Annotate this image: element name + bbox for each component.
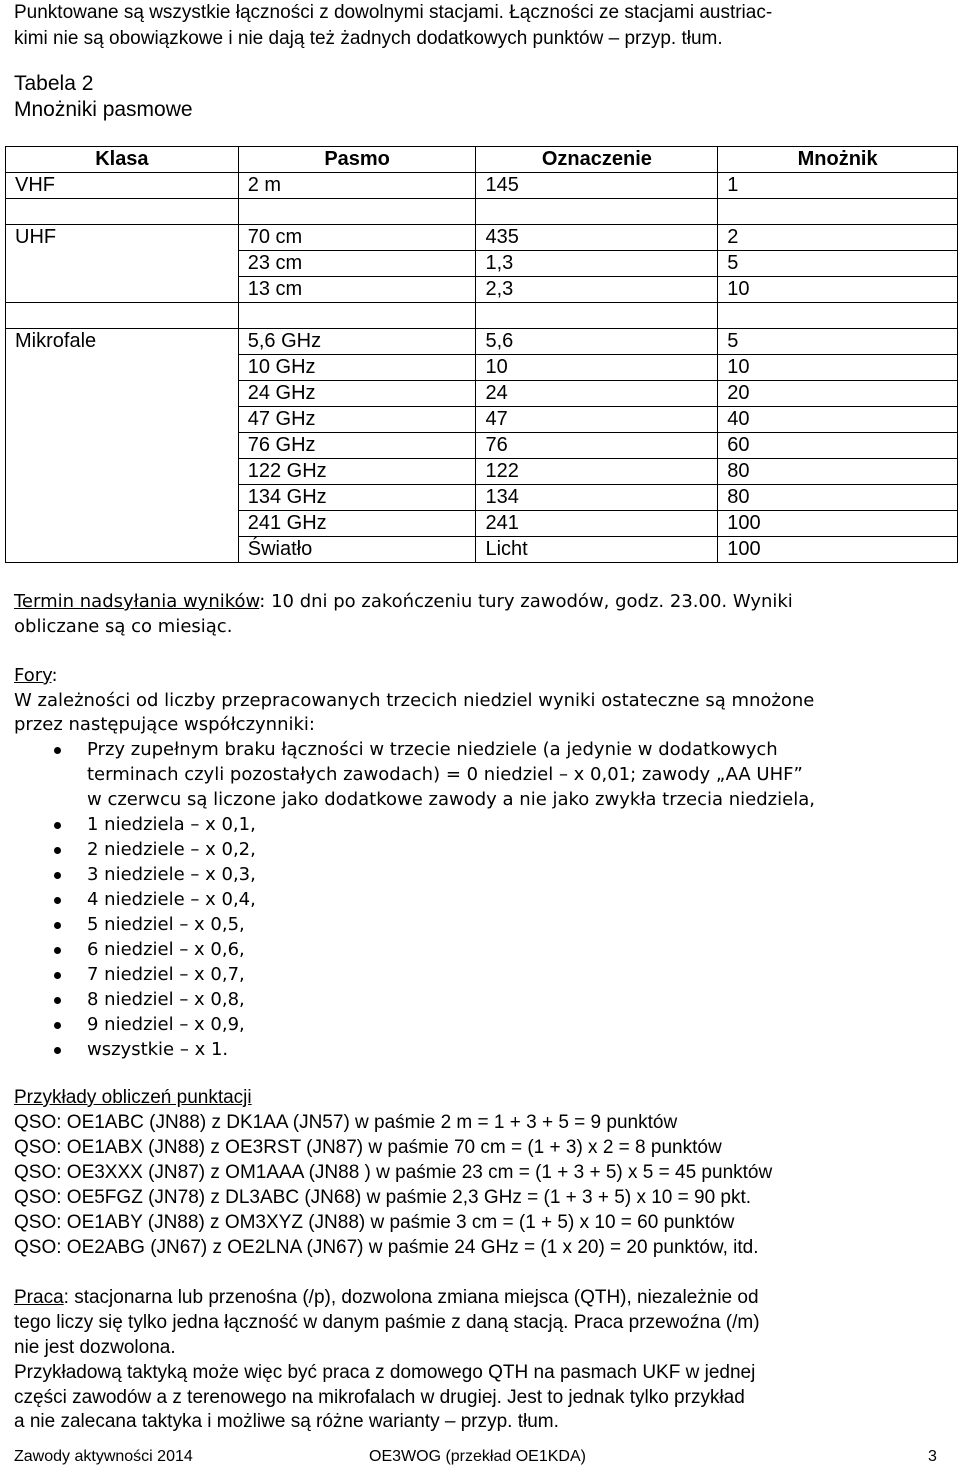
- table-cell: 10: [718, 355, 958, 381]
- table-cell: [238, 303, 476, 329]
- table-row: [6, 459, 958, 485]
- coefficient-item: [0, 987, 815, 1012]
- table-row: [6, 173, 958, 199]
- table-cell: 5: [718, 329, 958, 355]
- coefficient-item: [0, 912, 815, 937]
- table-cell: [6, 433, 239, 459]
- table-row: [6, 433, 958, 459]
- table-cell: [6, 381, 239, 407]
- fory-line-1: W zależności od liczby przepracowanych trzecich niedziel wyniki ostateczne są mnożone: [14, 690, 815, 711]
- table-cell: [718, 303, 958, 329]
- fory-line-2: przez następujące współczynniki:: [14, 714, 315, 735]
- praca-line-6: a nie zalecana taktyka i możliwe są różne warianty – przyp. tłum.: [14, 1411, 559, 1432]
- praca-line-4: Przykładową taktyką może więc być praca z domowego QTH na pasmach UKF w jednej: [14, 1362, 756, 1383]
- bullet-icon: [54, 1022, 61, 1029]
- table-cell: 20: [718, 381, 958, 407]
- column-header: Klasa: [6, 147, 239, 173]
- deadline-label: Termin nadsyłania wyników: [14, 591, 260, 612]
- table-cell: 47: [476, 407, 718, 433]
- table-row: [6, 381, 958, 407]
- deadline-line-2: obliczane są co miesiąc.: [14, 616, 233, 637]
- coefficient-text: 2 niedziele – x 0,2,: [87, 839, 256, 860]
- bullet-icon: [54, 972, 61, 979]
- table-cell: 100: [718, 537, 958, 563]
- table-cell: [6, 251, 239, 277]
- coefficient-item: [0, 962, 815, 987]
- table-row: [6, 485, 958, 511]
- table-cell: 2 m: [238, 173, 476, 199]
- coefficient-text: wszystkie – x 1.: [87, 1039, 229, 1060]
- table-cell: 5: [718, 251, 958, 277]
- table-cell: [6, 303, 239, 329]
- coefficient-text: 4 niedziele – x 0,4,: [87, 889, 256, 910]
- table-cell: 5,6 GHz: [238, 329, 476, 355]
- fory-colon: :: [51, 665, 58, 686]
- intro-line-2: kimi nie są obowiązkowe i nie dają też żadnych dodatkowych punktów – przyp. tłum.: [14, 28, 723, 49]
- qso-example-line: QSO: OE3XXX (JN87) z OM1AAA (JN88 ) w paśmie 23 cm = (1 + 3 + 5) x 5 = 45 punktów: [14, 1162, 773, 1183]
- praca-line-2: tego liczy się tylko jedna łączność w danym paśmie z daną stacją. Praca przewoźna (/m): [14, 1312, 760, 1333]
- table-cell: 76 GHz: [238, 433, 476, 459]
- table-cell: [476, 303, 718, 329]
- praca-line-3: nie jest dozwolona.: [14, 1337, 176, 1358]
- table-cell: [238, 199, 476, 225]
- coefficient-item: [0, 812, 815, 837]
- table-row: [6, 303, 958, 329]
- coefficient-item: [0, 937, 815, 962]
- praca-text: : stacjonarna lub przenośna (/p), dozwolona zmiana miejsca (QTH), niezależnie od: [63, 1287, 759, 1308]
- table-cell: 2: [718, 225, 958, 251]
- table-cell: 241: [476, 511, 718, 537]
- praca-label: Praca: [14, 1287, 64, 1308]
- table-cell: [6, 199, 239, 225]
- table-cell: 47 GHz: [238, 407, 476, 433]
- bullet-icon: [54, 997, 61, 1004]
- coefficient-text: 3 niedziele – x 0,3,: [87, 864, 256, 885]
- coefficient-item: [0, 862, 815, 887]
- coefficient-item: [0, 1012, 815, 1037]
- qso-example-line: QSO: OE1ABY (JN88) z OM3XYZ (JN88) w paśmie 3 cm = (1 + 5) x 10 = 60 punktów: [14, 1212, 735, 1233]
- table-row: [6, 199, 958, 225]
- column-header: Oznaczenie: [476, 147, 718, 173]
- table-row: [6, 225, 958, 251]
- page-number: 3: [928, 1448, 937, 1465]
- table-row: [6, 277, 958, 303]
- coefficient-list: [0, 737, 815, 1062]
- coefficient-text: terminach czyli pozostałych zawodach) = 0 niedziel – x 0,01; zawody „AA UHF”: [87, 764, 803, 785]
- table-cell: 70 cm: [238, 225, 476, 251]
- qso-example-line: QSO: OE1ABX (JN88) z OE3RST (JN87) w paśmie 70 cm = (1 + 3) x 2 = 8 punktów: [14, 1137, 722, 1158]
- table-cell: 134: [476, 485, 718, 511]
- table-cell: 80: [718, 459, 958, 485]
- table-cell: [476, 199, 718, 225]
- table-row: [6, 355, 958, 381]
- table-cell: UHF: [6, 225, 239, 251]
- table-row: [6, 329, 958, 355]
- table-cell: 10: [718, 277, 958, 303]
- coefficient-text: 8 niedziel – x 0,8,: [87, 989, 245, 1010]
- table-cell: 80: [718, 485, 958, 511]
- praca-line-5: części zawodów a z terenowego na mikrofalach w drugiej. Jest to jednak tylko przykład: [14, 1387, 745, 1408]
- table-cell: Mikrofale: [6, 329, 239, 355]
- table-cell: 122: [476, 459, 718, 485]
- examples-title: Przykłady obliczeń punktacji: [14, 1087, 252, 1108]
- table-cell: 23 cm: [238, 251, 476, 277]
- table-cell: 100: [718, 511, 958, 537]
- table-row: [6, 537, 958, 563]
- table-row: [6, 511, 958, 537]
- deadline-line-1: [14, 589, 793, 614]
- table-number: Tabela 2: [14, 72, 94, 95]
- bullet-icon: [54, 822, 61, 829]
- table-cell: 1: [718, 173, 958, 199]
- coefficient-text: 9 niedziel – x 0,9,: [87, 1014, 245, 1035]
- intro-line-1: Punktowane są wszystkie łączności z dowolnymi stacjami. Łączności ze stacjami austriac-: [14, 2, 773, 23]
- table-row: [6, 407, 958, 433]
- bullet-icon: [54, 872, 61, 879]
- table-cell: 241 GHz: [238, 511, 476, 537]
- coefficient-item: [0, 887, 815, 912]
- table-cell: 2,3: [476, 277, 718, 303]
- coefficient-item: [0, 837, 815, 862]
- table-cell: 1,3: [476, 251, 718, 277]
- table-cell: 134 GHz: [238, 485, 476, 511]
- table-cell: 40: [718, 407, 958, 433]
- table-cell: 435: [476, 225, 718, 251]
- bullet-icon: [54, 922, 61, 929]
- bullet-icon: [54, 947, 61, 954]
- bullet-icon: [54, 847, 61, 854]
- coefficient-item: [0, 737, 815, 812]
- table-cell: VHF: [6, 173, 239, 199]
- coefficient-text: 6 niedziel – x 0,6,: [87, 939, 245, 960]
- table-row: [6, 251, 958, 277]
- footer-center: OE3WOG (przekład OE1KDA): [369, 1448, 586, 1465]
- table-header-row: [6, 147, 958, 173]
- table-cell: 10: [476, 355, 718, 381]
- table-cell: [6, 277, 239, 303]
- bullet-icon: [54, 747, 61, 754]
- table-cell: Licht: [476, 537, 718, 563]
- table-cell: 24: [476, 381, 718, 407]
- coefficient-text: 5 niedziel – x 0,5,: [87, 914, 245, 935]
- table-cell: 60: [718, 433, 958, 459]
- table-cell: [6, 485, 239, 511]
- table-cell: [718, 199, 958, 225]
- coefficient-item: [0, 1037, 815, 1062]
- table-cell: 145: [476, 173, 718, 199]
- table-cell: Światło: [238, 537, 476, 563]
- coefficient-text: Przy zupełnym braku łączności w trzecie niedziele (a jedynie w dodatkowych: [87, 739, 778, 760]
- table-title: Mnożniki pasmowe: [14, 98, 193, 121]
- table-cell: [6, 459, 239, 485]
- table-cell: [6, 355, 239, 381]
- column-header: Pasmo: [238, 147, 476, 173]
- deadline-text: : 10 dni po zakończeniu tury zawodów, godz. 23.00. Wyniki: [259, 591, 793, 612]
- table-cell: [6, 537, 239, 563]
- coefficient-text: 1 niedziela – x 0,1,: [87, 814, 256, 835]
- table-cell: [6, 511, 239, 537]
- qso-example-line: QSO: OE2ABG (JN67) z OE2LNA (JN67) w paśmie 24 GHz = (1 x 20) = 20 punktów, itd.: [14, 1237, 759, 1258]
- footer-left: Zawody aktywności 2014: [14, 1448, 193, 1465]
- praca-line-1: [14, 1285, 759, 1310]
- table-cell: 5,6: [476, 329, 718, 355]
- column-header: Mnożnik: [718, 147, 958, 173]
- bullet-icon: [54, 897, 61, 904]
- table-cell: 24 GHz: [238, 381, 476, 407]
- table-cell: 76: [476, 433, 718, 459]
- fory-label: Fory: [14, 665, 52, 686]
- bullet-icon: [54, 1047, 61, 1054]
- coefficient-text: 7 niedziel – x 0,7,: [87, 964, 245, 985]
- qso-example-line: QSO: OE5FGZ (JN78) z DL3ABC (JN68) w paśmie 2,3 GHz = (1 + 3 + 5) x 10 = 90 pkt.: [14, 1187, 752, 1208]
- table-cell: [6, 407, 239, 433]
- fory-heading: [14, 663, 58, 688]
- qso-example-line: QSO: OE1ABC (JN88) z DK1AA (JN57) w paśmie 2 m = 1 + 3 + 5 = 9 punktów: [14, 1112, 678, 1133]
- table-cell: 10 GHz: [238, 355, 476, 381]
- band-multiplier-table: [5, 146, 958, 563]
- table-cell: 13 cm: [238, 277, 476, 303]
- table-cell: 122 GHz: [238, 459, 476, 485]
- coefficient-text: w czerwcu są liczone jako dodatkowe zawody a nie jako zwykła trzecia niedziela,: [87, 789, 815, 810]
